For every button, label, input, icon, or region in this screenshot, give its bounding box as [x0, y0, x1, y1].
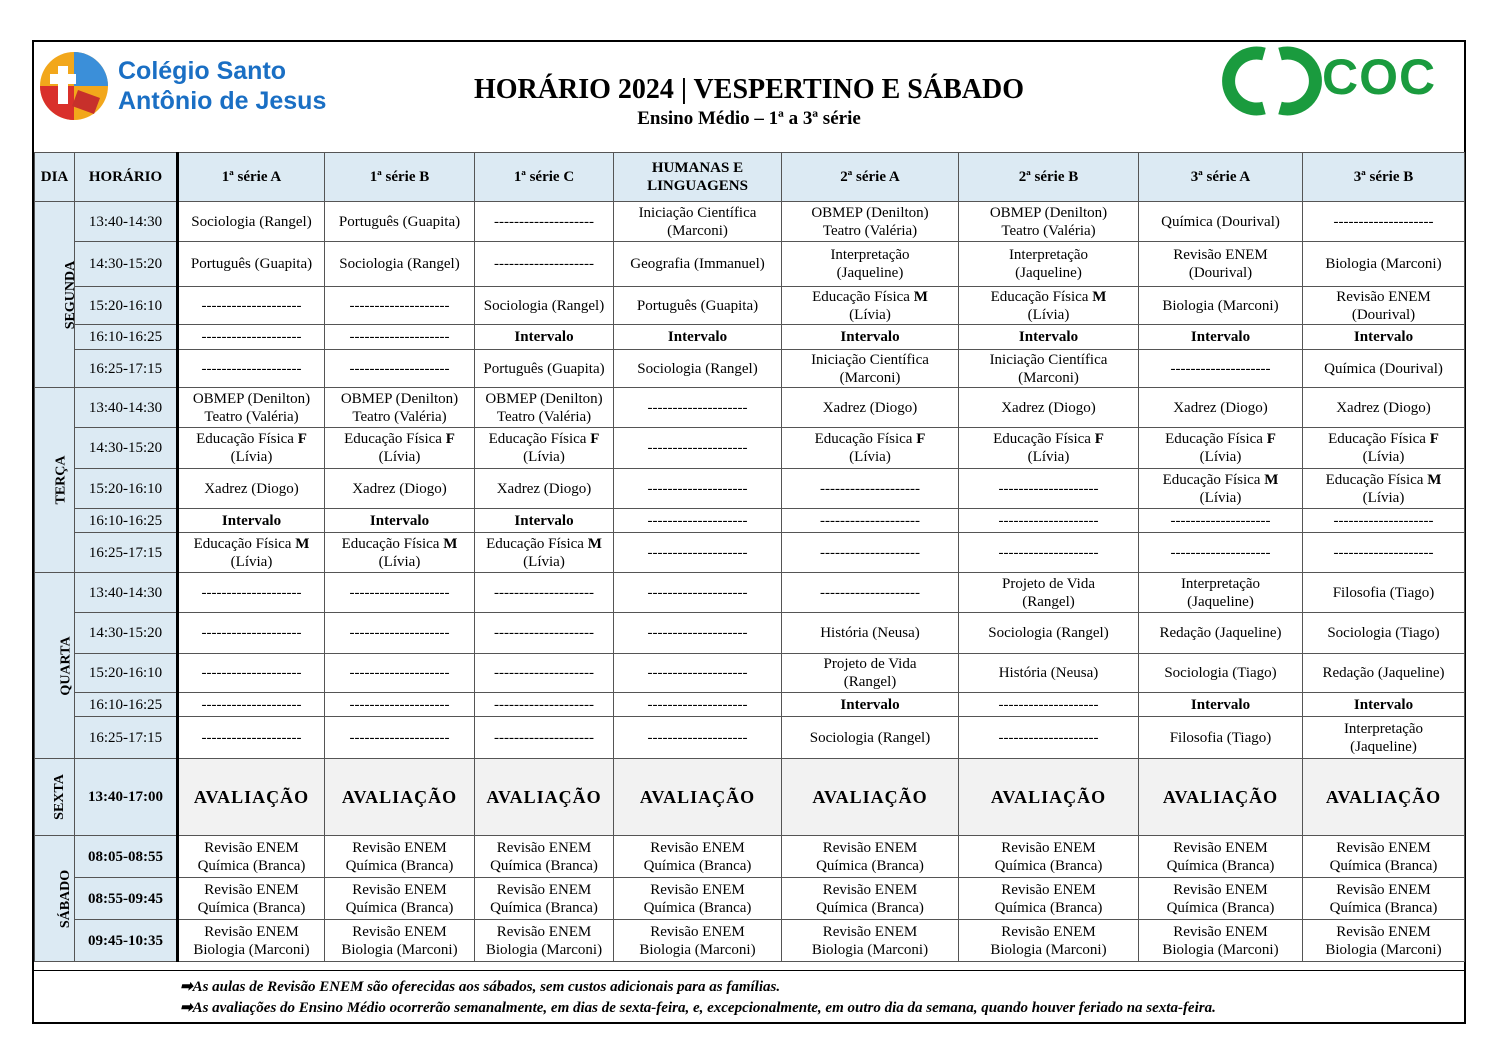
class-cell: Redação (Jaqueline) [1139, 613, 1303, 654]
time-cell: 13:40-14:30 [75, 388, 178, 428]
class-cell: Sociologia (Rangel) [325, 242, 475, 287]
empty-cell: -------------------- [959, 693, 1139, 717]
col-header-2a: 2ª série A [782, 153, 959, 202]
col-header-humanas: HUMANAS E LINGUAGENS [614, 153, 782, 202]
day-label-sexta: SEXTA [35, 759, 75, 836]
class-cell: Revisão ENEM Biologia (Marconi) [1303, 920, 1465, 962]
break-cell: Intervalo [1303, 693, 1465, 717]
class-cell: Interpretação (Jaqueline) [1139, 573, 1303, 613]
empty-cell: -------------------- [475, 242, 614, 287]
class-cell: Iniciação Científica (Marconi) [782, 350, 959, 388]
table-row [35, 836, 1465, 878]
empty-cell: -------------------- [959, 717, 1139, 759]
empty-cell: -------------------- [614, 388, 782, 428]
empty-cell: -------------------- [614, 509, 782, 533]
class-cell: Português (Guapita) [178, 242, 325, 287]
time-cell: 09:45-10:35 [75, 920, 178, 962]
class-cell: Sociologia (Tiago) [1303, 613, 1465, 654]
table-row [35, 759, 1465, 836]
table-row [35, 469, 1465, 509]
school-name-line1: Colégio Santo [118, 57, 287, 85]
class-cell: Educação Física M (Lívia) [1139, 469, 1303, 509]
time-cell: 08:05-08:55 [75, 836, 178, 878]
class-cell: Educação Física M (Lívia) [475, 533, 614, 573]
class-cell: Química (Dourival) [1139, 202, 1303, 242]
table-row [35, 573, 1465, 613]
empty-cell: -------------------- [178, 573, 325, 613]
exam-cell: AVALIAÇÃO [1139, 759, 1303, 836]
class-cell: OBMEP (Denilton) Teatro (Valéria) [325, 388, 475, 428]
exam-cell: AVALIAÇÃO [782, 759, 959, 836]
break-cell: Intervalo [475, 325, 614, 350]
time-cell: 15:20-16:10 [75, 469, 178, 509]
empty-cell: -------------------- [614, 654, 782, 693]
class-cell: Revisão ENEM Química (Branca) [1303, 836, 1465, 878]
day-label-sabado: SÁBADO [35, 836, 75, 962]
empty-cell: -------------------- [614, 573, 782, 613]
schedule-table [34, 152, 1465, 962]
table-row [35, 388, 1465, 428]
empty-cell: -------------------- [614, 428, 782, 469]
table-row [35, 920, 1465, 962]
empty-cell: -------------------- [325, 350, 475, 388]
class-cell: Educação Física F (Lívia) [782, 428, 959, 469]
empty-cell: -------------------- [959, 509, 1139, 533]
class-cell: Projeto de Vida (Rangel) [782, 654, 959, 693]
class-cell: Filosofia (Tiago) [1303, 573, 1465, 613]
time-cell: 15:20-16:10 [75, 654, 178, 693]
empty-cell: -------------------- [1303, 202, 1465, 242]
class-cell: Sociologia (Rangel) [959, 613, 1139, 654]
class-cell: Revisão ENEM Química (Branca) [475, 836, 614, 878]
break-cell: Intervalo [959, 325, 1139, 350]
empty-cell: -------------------- [1303, 533, 1465, 573]
class-cell: Sociologia (Rangel) [475, 287, 614, 325]
class-cell: Sociologia (Rangel) [614, 350, 782, 388]
break-cell: Intervalo [782, 325, 959, 350]
empty-cell: -------------------- [475, 717, 614, 759]
break-cell: Intervalo [475, 509, 614, 533]
table-row [35, 202, 1465, 242]
class-cell: História (Neusa) [782, 613, 959, 654]
exam-cell: AVALIAÇÃO [614, 759, 782, 836]
class-cell: Revisão ENEM Química (Branca) [178, 836, 325, 878]
class-cell: Português (Guapita) [475, 350, 614, 388]
table-row [35, 242, 1465, 287]
page-title: HORÁRIO 2024 | VESPERTINO E SÁBADO [474, 74, 1024, 105]
empty-cell: -------------------- [178, 613, 325, 654]
table-row [35, 654, 1465, 693]
empty-cell: -------------------- [325, 717, 475, 759]
class-cell: Educação Física F (Lívia) [959, 428, 1139, 469]
col-header-3a: 3ª série A [1139, 153, 1303, 202]
time-cell: 16:10-16:25 [75, 325, 178, 350]
class-cell: Revisão ENEM Química (Branca) [325, 836, 475, 878]
time-cell: 13:40-14:30 [75, 573, 178, 613]
empty-cell: -------------------- [325, 287, 475, 325]
class-cell: Xadrez (Diogo) [959, 388, 1139, 428]
empty-cell: -------------------- [178, 287, 325, 325]
empty-cell: -------------------- [475, 202, 614, 242]
class-cell: Revisão ENEM Biologia (Marconi) [178, 920, 325, 962]
table-row [35, 509, 1465, 533]
class-cell: Revisão ENEM (Dourival) [1303, 287, 1465, 325]
empty-cell: -------------------- [178, 717, 325, 759]
class-cell: Redação (Jaqueline) [1303, 654, 1465, 693]
class-cell: Revisão ENEM Biologia (Marconi) [614, 920, 782, 962]
class-cell: Revisão ENEM Química (Branca) [959, 836, 1139, 878]
class-cell: Revisão ENEM Química (Branca) [614, 878, 782, 920]
table-row [35, 613, 1465, 654]
class-cell: Filosofia (Tiago) [1139, 717, 1303, 759]
exam-cell: AVALIAÇÃO [475, 759, 614, 836]
class-cell: Educação Física F (Lívia) [178, 428, 325, 469]
class-cell: Português (Guapita) [325, 202, 475, 242]
class-cell: Educação Física M (Lívia) [959, 287, 1139, 325]
time-cell: 16:25-17:15 [75, 350, 178, 388]
empty-cell: -------------------- [475, 693, 614, 717]
table-row [35, 428, 1465, 469]
class-cell: Revisão ENEM (Dourival) [1139, 242, 1303, 287]
class-cell: Interpretação (Jaqueline) [782, 242, 959, 287]
school-name-line2: Antônio de Jesus [118, 87, 327, 115]
empty-cell: -------------------- [1139, 350, 1303, 388]
class-cell: Xadrez (Diogo) [325, 469, 475, 509]
empty-cell: -------------------- [325, 325, 475, 350]
footnotes [34, 970, 1464, 1025]
class-cell: Xadrez (Diogo) [475, 469, 614, 509]
empty-cell: -------------------- [614, 693, 782, 717]
footnote-enem: ➡As aulas de Revisão ENEM são oferecidas aos sábados, sem custos adicionais para as famílias. [180, 979, 781, 995]
table-row [35, 533, 1465, 573]
document-header [34, 42, 1464, 153]
time-cell: 14:30-15:20 [75, 613, 178, 654]
empty-cell: -------------------- [178, 654, 325, 693]
class-cell: História (Neusa) [959, 654, 1139, 693]
class-cell: Xadrez (Diogo) [1139, 388, 1303, 428]
empty-cell: -------------------- [178, 350, 325, 388]
time-cell: 16:10-16:25 [75, 693, 178, 717]
table-row [35, 350, 1465, 388]
class-cell: Revisão ENEM Química (Branca) [475, 878, 614, 920]
empty-cell: -------------------- [325, 654, 475, 693]
class-cell: Geografia (Immanuel) [614, 242, 782, 287]
class-cell: Revisão ENEM Química (Branca) [325, 878, 475, 920]
empty-cell: -------------------- [325, 613, 475, 654]
empty-cell: -------------------- [614, 717, 782, 759]
class-cell: Revisão ENEM Biologia (Marconi) [1139, 920, 1303, 962]
class-cell: OBMEP (Denilton) Teatro (Valéria) [959, 202, 1139, 242]
empty-cell: -------------------- [475, 613, 614, 654]
col-header-1a: 1ª série A [178, 153, 325, 202]
time-cell: 14:30-15:20 [75, 242, 178, 287]
empty-cell: -------------------- [782, 533, 959, 573]
class-cell: Revisão ENEM Biologia (Marconi) [475, 920, 614, 962]
class-cell: Biologia (Marconi) [1303, 242, 1465, 287]
footnote-avaliacoes: ➡As avaliações do Ensino Médio ocorrerão semanalmente, em dias de sexta-feira, e, excepcionalmente, em outro dia da semana, quando houver feriado na sexta-feira. [180, 1000, 1216, 1016]
table-row [35, 878, 1465, 920]
class-cell: Revisão ENEM Química (Branca) [782, 878, 959, 920]
class-cell: Interpretação (Jaqueline) [959, 242, 1139, 287]
break-cell: Intervalo [1139, 325, 1303, 350]
class-cell: Português (Guapita) [614, 287, 782, 325]
class-cell: Revisão ENEM Biologia (Marconi) [325, 920, 475, 962]
empty-cell: -------------------- [1303, 509, 1465, 533]
empty-cell: -------------------- [614, 533, 782, 573]
time-cell: 16:25-17:15 [75, 533, 178, 573]
class-cell: Revisão ENEM Biologia (Marconi) [959, 920, 1139, 962]
class-cell: OBMEP (Denilton) Teatro (Valéria) [178, 388, 325, 428]
class-cell: Educação Física F (Lívia) [475, 428, 614, 469]
table-row [35, 717, 1465, 759]
class-cell: Sociologia (Tiago) [1139, 654, 1303, 693]
class-cell: Revisão ENEM Química (Branca) [178, 878, 325, 920]
schedule-document [32, 40, 1466, 1024]
empty-cell: -------------------- [614, 469, 782, 509]
col-header-horario: HORÁRIO [75, 153, 178, 202]
exam-cell: AVALIAÇÃO [1303, 759, 1465, 836]
table-row [35, 693, 1465, 717]
col-header-dia: DIA [35, 153, 75, 202]
empty-cell: -------------------- [325, 693, 475, 717]
time-cell: 08:55-09:45 [75, 878, 178, 920]
time-cell: 16:10-16:25 [75, 509, 178, 533]
time-cell: 13:40-17:00 [75, 759, 178, 836]
class-cell: Revisão ENEM Química (Branca) [1139, 836, 1303, 878]
empty-cell: -------------------- [959, 533, 1139, 573]
break-cell: Intervalo [782, 693, 959, 717]
coc-logo [1224, 46, 1454, 116]
class-cell: Revisão ENEM Química (Branca) [1139, 878, 1303, 920]
time-cell: 16:25-17:15 [75, 717, 178, 759]
class-cell: Interpretação (Jaqueline) [1303, 717, 1465, 759]
page-subtitle: Ensino Médio – 1ª a 3ª série [637, 108, 861, 129]
class-cell: Revisão ENEM Biologia (Marconi) [782, 920, 959, 962]
time-cell: 13:40-14:30 [75, 202, 178, 242]
class-cell: Educação Física M (Lívia) [1303, 469, 1465, 509]
empty-cell: -------------------- [782, 469, 959, 509]
class-cell: Iniciação Científica (Marconi) [959, 350, 1139, 388]
empty-cell: -------------------- [959, 469, 1139, 509]
class-cell: Revisão ENEM Química (Branca) [614, 836, 782, 878]
day-label-quarta: QUARTA [35, 573, 75, 759]
class-cell: Xadrez (Diogo) [178, 469, 325, 509]
coc-emblem-icon [1224, 46, 1320, 116]
class-cell: Química (Dourival) [1303, 350, 1465, 388]
class-cell: Revisão ENEM Química (Branca) [959, 878, 1139, 920]
class-cell: Projeto de Vida (Rangel) [959, 573, 1139, 613]
class-cell: Educação Física M (Lívia) [325, 533, 475, 573]
break-cell: Intervalo [1303, 325, 1465, 350]
table-row [35, 287, 1465, 325]
exam-cell: AVALIAÇÃO [959, 759, 1139, 836]
empty-cell: -------------------- [475, 654, 614, 693]
exam-cell: AVALIAÇÃO [325, 759, 475, 836]
exam-cell: AVALIAÇÃO [178, 759, 325, 836]
empty-cell: -------------------- [475, 573, 614, 613]
empty-cell: -------------------- [782, 509, 959, 533]
class-cell: Educação Física F (Lívia) [1303, 428, 1465, 469]
break-cell: Intervalo [325, 509, 475, 533]
column-header-row [35, 153, 1465, 202]
empty-cell: -------------------- [614, 613, 782, 654]
class-cell: Educação Física F (Lívia) [325, 428, 475, 469]
class-cell: Sociologia (Rangel) [178, 202, 325, 242]
class-cell: Educação Física M (Lívia) [782, 287, 959, 325]
class-cell: OBMEP (Denilton) Teatro (Valéria) [782, 202, 959, 242]
time-cell: 14:30-15:20 [75, 428, 178, 469]
empty-cell: -------------------- [325, 573, 475, 613]
day-label-terca: TERÇA [35, 388, 75, 573]
table-row [35, 325, 1465, 350]
empty-cell: -------------------- [178, 693, 325, 717]
class-cell: OBMEP (Denilton) Teatro (Valéria) [475, 388, 614, 428]
class-cell: Revisão ENEM Química (Branca) [782, 836, 959, 878]
class-cell: Educação Física M (Lívia) [178, 533, 325, 573]
class-cell: Revisão ENEM Química (Branca) [1303, 878, 1465, 920]
empty-cell: -------------------- [178, 325, 325, 350]
empty-cell: -------------------- [1139, 509, 1303, 533]
class-cell: Biologia (Marconi) [1139, 287, 1303, 325]
break-cell: Intervalo [614, 325, 782, 350]
coc-brand-text: COC [1322, 49, 1437, 105]
col-header-3b: 3ª série B [1303, 153, 1465, 202]
class-cell: Xadrez (Diogo) [782, 388, 959, 428]
break-cell: Intervalo [178, 509, 325, 533]
class-cell: Sociologia (Rangel) [782, 717, 959, 759]
class-cell: Xadrez (Diogo) [1303, 388, 1465, 428]
col-header-1c: 1ª série C [475, 153, 614, 202]
empty-cell: -------------------- [1139, 533, 1303, 573]
empty-cell: -------------------- [782, 573, 959, 613]
day-label-segunda: SEGUNDA [35, 202, 75, 388]
class-cell: Iniciação Científica (Marconi) [614, 202, 782, 242]
break-cell: Intervalo [1139, 693, 1303, 717]
col-header-1b: 1ª série B [325, 153, 475, 202]
time-cell: 15:20-16:10 [75, 287, 178, 325]
col-header-2b: 2ª série B [959, 153, 1139, 202]
class-cell: Educação Física F (Lívia) [1139, 428, 1303, 469]
